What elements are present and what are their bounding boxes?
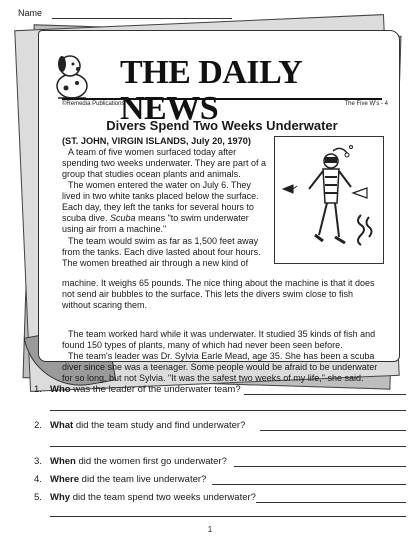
question-number: 4. xyxy=(34,474,42,485)
article-paragraph-3: The team would swim as far as 1,500 feet away from the tanks. Each dive lasted about four hours. The women breathed air through a new kind of xyxy=(62,236,261,268)
question-rest: did the team study and find underwater? xyxy=(73,420,246,431)
article-paragraph-5: The team's leader was Dr. Sylvia Earle Mead, age 35. She has been a scuba diver since she was a teenager. Some people would be afraid to be underwater for so long, but not Sylvia. "It was the safest two weeks of my life," she said. xyxy=(62,351,378,383)
answer-line[interactable] xyxy=(234,466,406,467)
question-keyword: Where xyxy=(50,474,80,485)
question-text xyxy=(50,420,245,431)
question-rest: did the team spend two weeks underwater? xyxy=(70,492,256,503)
question-text xyxy=(50,492,256,503)
dog-mascot-icon xyxy=(44,46,100,102)
masthead: THE DAILY NEWS xyxy=(120,54,301,127)
article-paragraph-3-continued: machine. It weighs 65 pounds. The nice thing about the machine is that it does not send air bubbles to the surface. This lets the divers swim close to fish without scaring them. xyxy=(62,278,375,310)
answer-line[interactable] xyxy=(244,394,406,395)
question-1 xyxy=(34,384,406,406)
article-headline: Divers Spend Two Weeks Underwater xyxy=(106,118,338,133)
article-paragraph-2-start: The women entered the water on July 6. They lived in two white tanks placed below the surface. Each day, they left the tanks for several hours to scuba dive. xyxy=(62,180,259,223)
masthead-rule xyxy=(62,98,382,100)
question-2 xyxy=(34,420,406,442)
question-text xyxy=(50,384,241,395)
answer-line[interactable] xyxy=(256,502,406,503)
page-number: 1 xyxy=(207,525,213,534)
name-label: Name xyxy=(18,8,43,18)
answer-line[interactable] xyxy=(212,484,406,485)
question-number: 3. xyxy=(34,456,42,467)
question-keyword: Why xyxy=(50,492,71,503)
article-paragraph-1: A team of five women surfaced today after spending two weeks underwater. They are part of a group that studies ocean plants and animals. xyxy=(62,147,266,179)
publisher-credit: ©Remedia Publications xyxy=(62,101,125,107)
article-dateline: (ST. JOHN, VIRGIN ISLANDS, July 20, 1970) xyxy=(62,136,251,146)
edition-label: The Five W's - 4 xyxy=(344,101,388,107)
question-keyword: Who xyxy=(50,384,71,395)
question-5 xyxy=(34,492,406,514)
scuba-diver-illustration xyxy=(274,136,384,264)
answer-line[interactable] xyxy=(260,430,406,431)
question-rest: was the leader of the underwater team? xyxy=(70,384,241,395)
question-rest: did the team live underwater? xyxy=(79,474,207,485)
question-keyword: What xyxy=(50,420,74,431)
question-text xyxy=(50,456,227,467)
name-field[interactable] xyxy=(52,18,232,19)
answer-line[interactable] xyxy=(50,446,406,447)
article-paragraph-2-end: means "to swim underwater using air from a machine." xyxy=(62,213,249,234)
article-paragraph-2 xyxy=(62,180,267,235)
question-keyword: When xyxy=(50,456,76,467)
question-rest: did the women first go underwater? xyxy=(75,456,227,467)
scuba-term: Scuba xyxy=(110,213,136,223)
answer-line[interactable] xyxy=(50,410,406,411)
question-number: 5. xyxy=(34,492,42,503)
question-number: 1. xyxy=(34,384,42,395)
question-text xyxy=(50,474,206,485)
article-paragraph-4: The team worked hard while it was underwater. It studied 35 kinds of fish and found 150 types of plants, many of which had never been seen before. xyxy=(62,329,376,350)
question-number: 2. xyxy=(34,420,42,431)
answer-line[interactable] xyxy=(50,516,406,517)
